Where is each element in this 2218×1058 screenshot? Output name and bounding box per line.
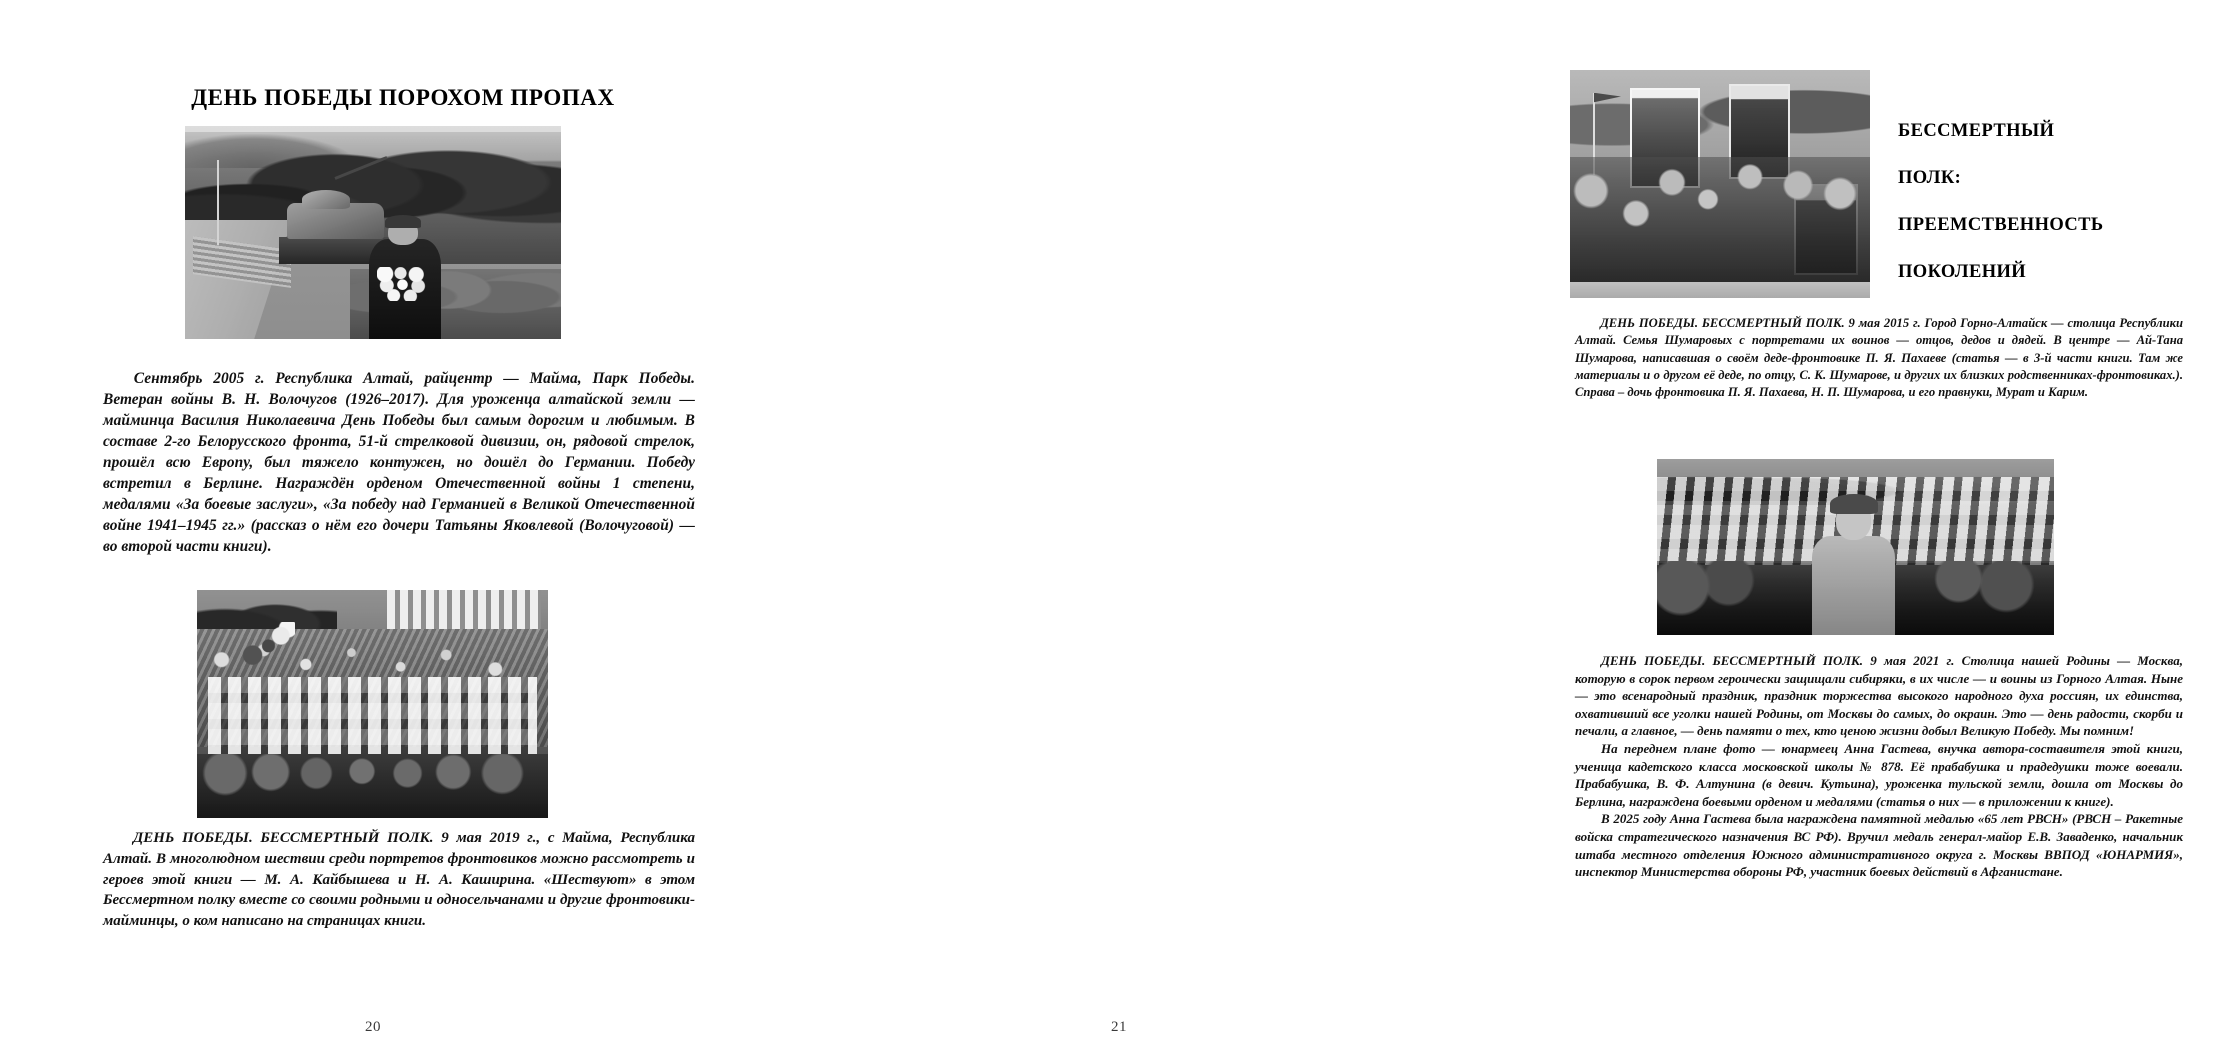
ground-shape: [1570, 282, 1870, 298]
veteran-medals-shape: [377, 267, 426, 301]
balloons-shape: [236, 622, 296, 668]
section-title-line-3: ПРЕЕМСТВЕННОСТЬ: [1898, 215, 2104, 235]
lead-paragraph: [103, 368, 695, 557]
veteran-cap-shape: [385, 215, 421, 228]
cadet-ranks-shape: [197, 754, 548, 818]
section-title-line-2: ПОЛК:: [1898, 168, 1962, 188]
section-title-line-1: БЕССМЕРТНЫЙ: [1898, 121, 2055, 141]
caption-text: ДЕНЬ ПОБЕДЫ. БЕССМЕРТНЫЙ ПОЛК. 9 мая 2015 г. Город Горно-Алтайск — столица Республики Алтай. Семья Шумаровых с портретами их воинов — отцов, дедов и дядей. В центре — Ай-Тана Шумарова, написавшая о своём деде-фронтовике П. Я. Пахаеве (статья — в 3-й части книги. Там же материалы и о другом её деде, по отцу, С. К. Шумарове, и других их близких родственниках-фронтовиках.). Справа – дочь фронтовика П. Я. Пахаева, Н. П. Шумарова, и его правнуки, Мурат и Карим.: [1575, 316, 2183, 400]
cadet-beret-shape: [1830, 494, 1878, 513]
shumarov-family-caption: [1575, 315, 2183, 401]
page-number-right: 21: [1111, 1019, 1127, 1035]
lead-paragraph-text: Сентябрь 2005 г. Республика Алтай, райцентр — Майма, Парк Победы. Ветеран войны В. Н. Волочугов (1926–2017). Для уроженца алтайской земли — майминца Василия Николаевича День Победы был самым дорогим и любимым. В составе 2-го Белорусского фронта, 51-й стрелковой дивизии, он, рядовой стрелок, прошёл всю Европу, был тяжело контужен, но дошёл до Германии. Победу встретил в Берлине. Награждён орденом Отечественной войны 1 степени, медалями «За боевые заслуги», «За победу над Германией в Великой Отечественной войне 1941–1945 гг.» (рассказ о нём его дочери Татьяны Яковлевой (Волочуговой) — во второй части книги).: [103, 370, 695, 555]
page-title: ДЕНЬ ПОБЕДЫ ПОРОХОМ ПРОПАХ: [191, 85, 615, 111]
family-group-shape: [1570, 157, 1870, 298]
page-number-left: 20: [365, 1019, 381, 1035]
veteran-victory-park-photo: [185, 126, 561, 339]
moscow-march-2021-photo: [1657, 459, 2054, 635]
section-title-line-4: ПОКОЛЕНИЙ: [1898, 262, 2027, 282]
shumarov-family-gorno-altaysk-photo: [1570, 70, 1870, 298]
tank-turret-shape: [302, 190, 351, 209]
caption-paragraph-2: На переднем плане фото — юнармеец Анна Гастева, внучка автора-составителя этой книги, ученица кадетского класса московской школы № 878. Её прабабушка и прадедушки тоже воевали. Прабабушка, В. Ф. Алтунина (в девич. Кутьина), уроженка тульской земли, дошла от Москвы до Берлина, награждена боевыми орденом и медалями (статья о них — в приложении к книге).: [1575, 740, 2183, 809]
lamp-post-shape: [217, 160, 219, 245]
caption-text: ДЕНЬ ПОБЕДЫ. БЕССМЕРТНЫЙ ПОЛК. 9 мая 2019 г., с Майма, Республика Алтай. В многолюдном шествии среди портретов фронтовиков можно рассмотреть и героев этой книги — М. А. Кайбышева и Н. А. Каширина. «Шествуют» в этом Бессмертном полку вместе со своими родными и односельчанами и другие фронтовики-майминцы, о ком написано на страницах книги.: [103, 830, 695, 930]
immortal-regiment-maima-photo: [197, 590, 548, 818]
backdrop-shape: [1570, 70, 1870, 161]
cadet-body-shape: [1812, 536, 1895, 635]
page-left: [0, 0, 746, 1058]
moscow-march-caption: [1575, 652, 2183, 881]
caption-paragraph-3: В 2025 году Анна Гастева была награждена памятной медалью «65 лет РВСН» (РВСН – Ракетные войска стратегического назначения ВС РФ). Вручил медаль генерал-майор Е.В. Заваденко, начальник штаба местного отделения Южного административного округа г. Москвы ВВПОД «ЮНАРМИЯ», инспектор Министерства обороны РФ, участник боевых действий в Афганистане.: [1575, 811, 2183, 880]
portrait-placards-shape: [208, 677, 538, 764]
caption-paragraph-1: ДЕНЬ ПОБЕДЫ. БЕССМЕРТНЫЙ ПОЛК. 9 мая 2021 г. Столица нашей Родины — Москва, которую в сорок первом героически защищали сибиряки, в их числе — и воины из Горного Алтая. Ныне — это всенародный праздник, праздник торжества высокого народного духа россиян, их единства, охвативший все уголки нашей Родины, от Москвы до самых, до окраин. Это — день радости, скорби и печали, а главное, — день памяти о тех, кто ценою жизни добыл Великую Победу. Мы помним!: [1575, 653, 2183, 739]
section-title: [1898, 108, 2218, 296]
immortal-regiment-maima-caption: [103, 828, 695, 932]
page-right: [746, 0, 2183, 1058]
